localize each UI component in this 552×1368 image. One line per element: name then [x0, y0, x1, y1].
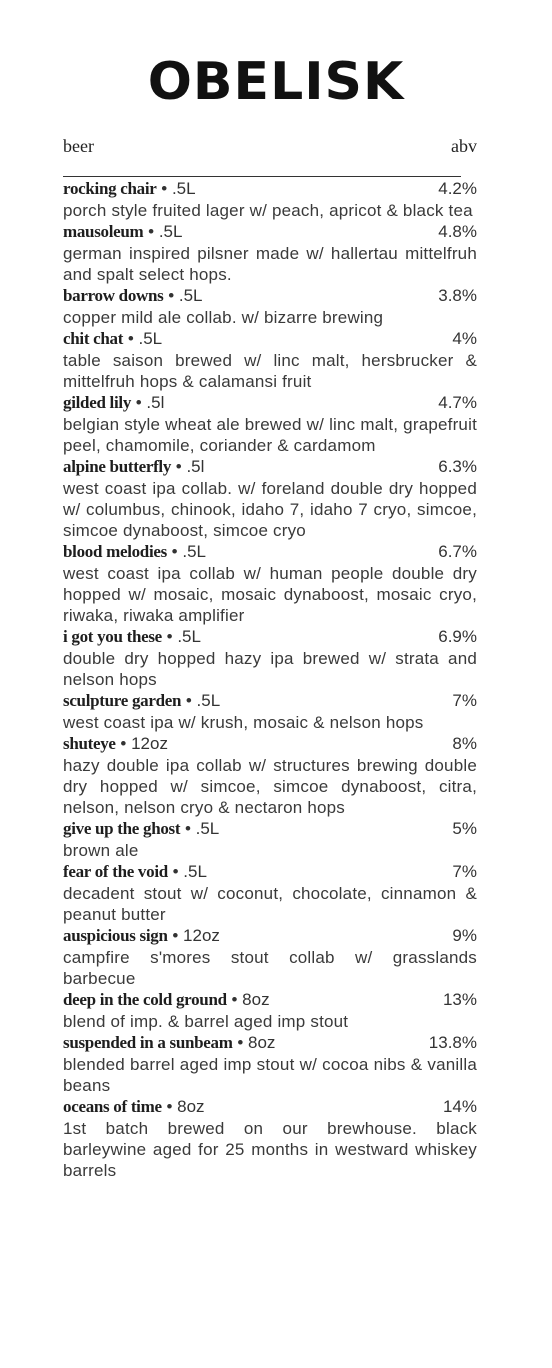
beer-item	[63, 925, 477, 989]
beer-name: chit chat	[63, 329, 124, 348]
beer-size: • 12oz	[167, 926, 220, 945]
beer-description: blended barrel aged imp stout w/ cocoa nibs & vanilla beans	[63, 1055, 477, 1095]
beer-item	[63, 626, 477, 690]
beer-item	[63, 178, 477, 221]
beer-item	[63, 221, 477, 285]
beer-description: porch style fruited lager w/ peach, apricot & black tea	[63, 201, 473, 220]
beer-abv: 4.8%	[438, 222, 477, 241]
beer-size: • .5l	[171, 457, 205, 476]
beer-abv: 4.2%	[438, 179, 477, 198]
beer-abv: 13%	[442, 990, 477, 1009]
beer-description: copper mild ale collab. w/ bizarre brewing	[63, 308, 384, 327]
beer-item-header	[63, 328, 477, 350]
beer-abv: 14%	[442, 1097, 477, 1116]
beer-item-header	[63, 541, 477, 563]
beer-size: • .5L	[167, 862, 207, 881]
beer-item	[63, 541, 477, 626]
beer-item-header	[63, 1096, 477, 1118]
beer-item	[63, 1096, 477, 1181]
beer-abv: 13.8%	[428, 1033, 477, 1052]
beer-item	[63, 1032, 477, 1096]
beer-abv: 3.8%	[438, 286, 477, 305]
beer-description: belgian style wheat ale brewed w/ linc malt, grapefruit peel, chamomile, coriander & cardamom	[63, 415, 477, 455]
beer-size: • .5L	[163, 286, 203, 305]
beer-abv: 4.7%	[438, 393, 477, 412]
beer-abv: 6.7%	[438, 542, 477, 561]
beer-description: hazy double ipa collab w/ structures brewing double dry hopped w/ simcoe, simcoe dynaboost, citra, nelson, nelson cryo & nectaron hops	[63, 756, 477, 817]
beer-abv: 7%	[452, 862, 477, 881]
beer-item-header	[63, 1032, 477, 1054]
beer-item-header	[63, 285, 477, 307]
beer-item-header	[63, 392, 477, 414]
beer-description: 1st batch brewed on our brewhouse. black barleywine aged for 25 months in westward whiskey barrels	[63, 1119, 477, 1180]
beer-item-header	[63, 178, 477, 200]
beer-item	[63, 690, 477, 733]
beer-size: • .5L	[143, 222, 183, 241]
beer-item-header	[63, 818, 477, 840]
header-divider	[63, 176, 461, 177]
beer-description: west coast ipa collab w/ human people double dry hopped w/ mosaic, mosaic dynaboost, mosaic cryo, riwaka, riwaka amplifier	[63, 564, 477, 625]
beer-name: suspended in a sunbeam	[63, 1033, 233, 1052]
beer-item	[63, 733, 477, 818]
beer-size: • 8oz	[232, 1033, 276, 1052]
beer-item-header	[63, 989, 477, 1011]
beer-name: sculpture garden	[63, 691, 182, 710]
beer-description: decadent stout w/ coconut, chocolate, cinnamon & peanut butter	[63, 884, 477, 924]
beer-item-header	[63, 456, 477, 478]
beer-item	[63, 989, 477, 1032]
beer-size: • .5L	[156, 179, 196, 198]
beer-item-header	[63, 861, 477, 883]
beer-abv: 6.3%	[438, 457, 477, 476]
beer-name: gilded lily	[63, 393, 132, 412]
beer-size: • 8oz	[226, 990, 270, 1009]
beer-abv: 9%	[452, 926, 477, 945]
beer-size: • .5L	[181, 691, 221, 710]
beer-abv: 4%	[452, 329, 477, 348]
beer-name: barrow downs	[63, 286, 164, 305]
beer-name: blood melodies	[63, 542, 167, 561]
beer-description: west coast ipa w/ krush, mosaic & nelson hops	[63, 713, 424, 732]
beer-list	[63, 178, 477, 1181]
beer-name: rocking chair	[63, 179, 157, 198]
beer-size: • .5L	[161, 627, 201, 646]
beer-abv: 8%	[452, 734, 477, 753]
beer-description: table saison brewed w/ linc malt, hersbrucker & mittelfruh hops & calamansi fruit	[63, 351, 477, 391]
beer-item-header	[63, 925, 477, 947]
beer-name: i got you these	[63, 627, 162, 646]
beer-item	[63, 861, 477, 925]
header-abv-label: abv	[451, 136, 477, 156]
beer-size: • .5l	[131, 393, 165, 412]
beer-size: • .5L	[123, 329, 163, 348]
beer-size: • .5L	[166, 542, 206, 561]
beer-name: fear of the void	[63, 862, 168, 881]
beer-name: alpine butterfly	[63, 457, 172, 476]
beer-item-header	[63, 221, 477, 243]
beer-name: give up the ghost	[63, 819, 181, 838]
beer-description: double dry hopped hazy ipa brewed w/ strata and nelson hops	[63, 649, 477, 689]
beer-name: deep in the cold ground	[63, 990, 227, 1009]
beer-item	[63, 328, 477, 392]
beer-item	[63, 818, 477, 861]
beer-size: • 8oz	[161, 1097, 205, 1116]
beer-item	[63, 456, 477, 541]
beer-name: shuteye	[63, 734, 116, 753]
brand-logo: OBELISK	[147, 52, 405, 112]
beer-item	[63, 285, 477, 328]
beer-name: mausoleum	[63, 222, 144, 241]
beer-name: oceans of time	[63, 1097, 162, 1116]
beer-abv: 7%	[452, 691, 477, 710]
beer-item	[63, 392, 477, 456]
beer-description: campfire s'mores stout collab w/ grasslands barbecue	[63, 948, 477, 988]
beer-item-header	[63, 626, 477, 648]
beer-size: • .5L	[180, 819, 220, 838]
beer-size: • 12oz	[115, 734, 168, 753]
beer-description: brown ale	[63, 841, 139, 860]
beer-description: blend of imp. & barrel aged imp stout	[63, 1012, 349, 1031]
beer-item-header	[63, 690, 477, 712]
beer-abv: 5%	[452, 819, 477, 838]
beer-abv: 6.9%	[438, 627, 477, 646]
header-beer-label: beer	[63, 136, 94, 156]
beer-name: auspicious sign	[63, 926, 168, 945]
menu-header	[63, 136, 477, 157]
beer-item-header	[63, 733, 477, 755]
beer-description: german inspired pilsner made w/ hallertau mittelfruh and spalt select hops.	[63, 244, 477, 284]
beer-description: west coast ipa collab. w/ foreland double dry hopped w/ columbus, chinook, idaho 7, idaho 7 cryo, simcoe, simcoe dynaboost, simcoe cryo	[63, 479, 477, 540]
